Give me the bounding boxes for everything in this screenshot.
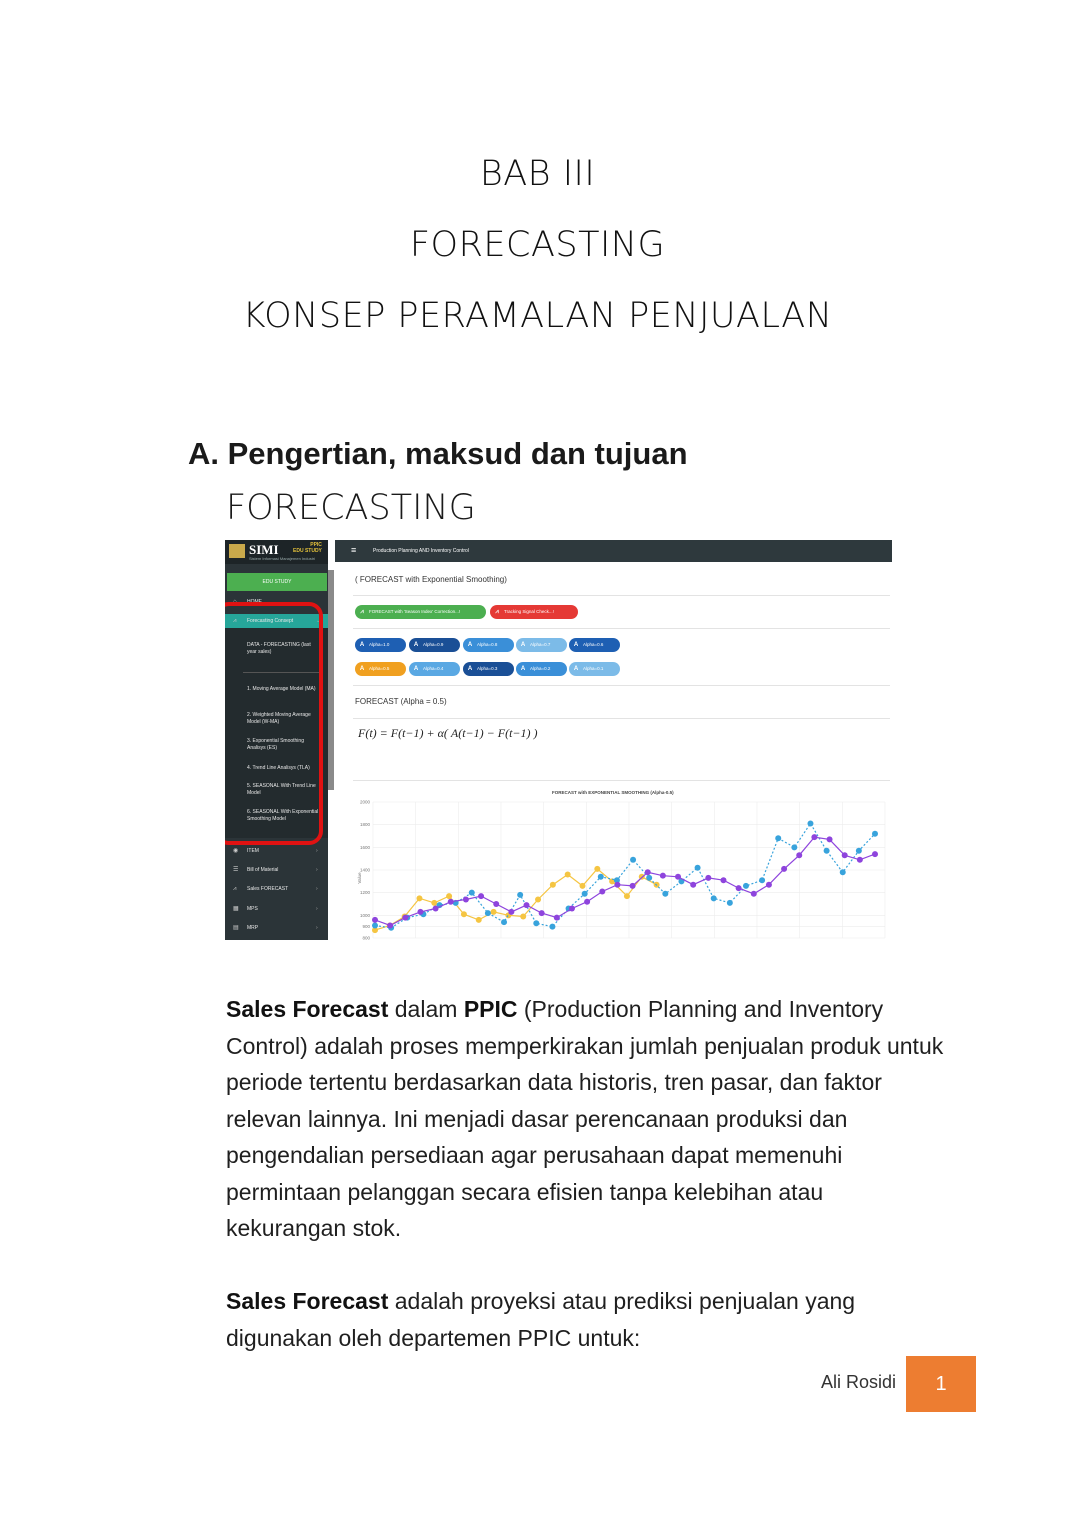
tracking-signal-button[interactable] — [490, 605, 578, 619]
forecast-chart — [355, 798, 892, 940]
y-tick-label: 2000 — [359, 799, 370, 805]
chart-title: FORECAST with EXPONENTIAL SMOOTHING (Alpha-0.5) — [552, 790, 674, 795]
page-number: 1 — [906, 1356, 976, 1412]
data-point — [690, 882, 696, 888]
highlight-box — [225, 602, 323, 845]
paragraph-bold: Sales Forecast — [226, 1288, 389, 1314]
button-label: Alpha=0.7 — [530, 642, 551, 647]
series-line — [375, 837, 875, 925]
data-point — [645, 869, 651, 875]
y-tick-label: 800 — [362, 935, 370, 940]
data-point — [594, 866, 600, 872]
list-icon: ☰ — [233, 867, 239, 873]
chevron-right-icon: › — [316, 848, 318, 854]
alpha-0-3-button[interactable] — [463, 662, 514, 676]
logo-tagline: Sistem Informasi Manajemen Industri — [249, 556, 316, 561]
data-point — [448, 899, 454, 905]
data-point — [417, 909, 423, 915]
sidebar-item-label: MRP — [247, 925, 259, 931]
data-point — [781, 866, 787, 872]
divider — [353, 780, 890, 781]
chevron-right-icon: › — [316, 906, 318, 912]
data-point — [491, 909, 497, 915]
data-point — [517, 892, 523, 898]
paragraph-2 — [226, 1283, 946, 1356]
data-point — [824, 848, 830, 854]
divider — [353, 595, 890, 596]
sidebar-scrollbar[interactable] — [328, 570, 334, 790]
alpha-0-6-button[interactable] — [569, 638, 620, 652]
data-point — [584, 899, 590, 905]
y-tick-label: 900 — [362, 924, 370, 930]
chart-icon: ⩘ — [233, 618, 237, 624]
data-point — [791, 844, 797, 850]
alpha-badge: A — [467, 666, 473, 672]
sidebar-item-label: HOME — [247, 599, 262, 605]
data-point — [550, 882, 556, 888]
edu-study-button[interactable]: EDU STUDY — [227, 573, 327, 591]
data-point — [711, 895, 717, 901]
chevron-down-icon: ⌄ — [316, 618, 321, 624]
data-point — [461, 911, 467, 917]
home-icon: ⌂ — [233, 599, 237, 605]
data-point — [660, 873, 666, 879]
data-point — [624, 893, 630, 899]
footer-author: Ali Rosidi — [821, 1372, 897, 1392]
content-title: ( FORECAST with Exponential Smoothing) — [355, 575, 507, 584]
data-point — [372, 923, 378, 929]
data-point — [446, 893, 452, 899]
y-axis-label: Value — [357, 872, 362, 884]
data-point — [431, 900, 437, 906]
alpha-0-2-button[interactable] — [516, 662, 567, 676]
data-point — [554, 915, 560, 921]
chart-icon: ⩘ — [233, 886, 237, 892]
sidebar-item-label: ITEM — [247, 848, 259, 854]
data-point — [630, 857, 636, 863]
data-point — [736, 885, 742, 891]
data-point — [485, 910, 491, 916]
section-heading: A. Pengertian, maksud dan tujuan — [188, 436, 688, 471]
submenu-label: 5. SEASONAL With Trend Line Model — [247, 783, 316, 796]
alpha-badge: A — [573, 666, 579, 672]
data-point — [872, 831, 878, 837]
chapter-title: FORECASTING — [409, 225, 666, 265]
data-point — [493, 901, 499, 907]
alpha-badge: A — [520, 642, 526, 648]
data-point — [807, 821, 813, 827]
data-point — [520, 913, 526, 919]
data-point — [811, 834, 817, 840]
paragraph-bold: Sales Forecast — [226, 996, 389, 1022]
data-point — [599, 889, 605, 895]
data-point — [402, 915, 408, 921]
sidebar — [225, 540, 328, 940]
section-subheading: FORECASTING — [226, 488, 476, 528]
button-label: Tracking Signal Check...! — [504, 609, 554, 614]
data-point — [476, 917, 482, 923]
alpha-badge: A — [467, 642, 473, 648]
submenu-label: 2. Weighted Moving Average Model (W-MA) — [247, 712, 311, 725]
logo-icon — [229, 544, 245, 558]
logo — [225, 540, 328, 564]
data-point — [508, 909, 514, 915]
data-point — [662, 891, 668, 897]
data-point — [565, 872, 571, 878]
chapter-subtitle: KONSEP PERAMALAN PENJUALAN — [242, 296, 833, 336]
logo-text: SIMI — [249, 542, 279, 557]
eye-icon: ◉ — [233, 848, 239, 854]
data-point — [524, 902, 530, 908]
data-point — [582, 891, 588, 897]
button-label: Alpha=0.6 — [583, 642, 604, 647]
alpha-badge: A — [573, 642, 579, 648]
grid-icon: ▦ — [233, 906, 239, 912]
data-point — [433, 906, 439, 912]
data-point — [751, 891, 757, 897]
paragraph-text: (Production Planning and Inventory Control) adalah proses memperkirakan jumlah penjualan produk untuk periode tertentu berdasarkan data historis, tren pasar, dan faktor relevan lainnya. Ini menjadi dasar perencanaan produksi dan pengendalian persediaan agar perusahaan dapat memenuhi permintaan pelanggan secara efisien tanpa kelebihan atau kekurangan stok. — [226, 996, 944, 1241]
topbar-title: Production Planning AND Inventory Control — [373, 548, 469, 554]
sidebar-item-label: Bill of Material — [247, 867, 279, 873]
sidebar-item-label: Forecasting Consept — [247, 618, 294, 624]
data-point — [416, 895, 422, 901]
alpha-0-5-button[interactable] — [355, 662, 406, 676]
button-label: Alpha=0.9 — [423, 642, 444, 647]
topbar — [335, 540, 892, 562]
y-tick-label: 1200 — [359, 890, 370, 896]
alpha-badge: A — [359, 642, 365, 648]
divider — [353, 685, 890, 686]
data-point — [857, 857, 863, 863]
data-point — [630, 883, 636, 889]
formula: F(t) = F(t−1) + α( A(t−1) − F(t−1) ) — [358, 726, 538, 740]
alpha-0-1-button[interactable] — [569, 662, 620, 676]
submenu-label: 6. SEASONAL With Exponential Smoothing Model — [247, 809, 319, 822]
divider — [353, 718, 890, 719]
chart-icon: ⩘ — [495, 609, 499, 615]
data-point — [872, 851, 878, 857]
submenu-label: DATA - FORECASTING (last year sales) — [247, 642, 311, 655]
season-index-button[interactable] — [355, 605, 486, 619]
data-point — [743, 883, 749, 889]
data-point — [727, 900, 733, 906]
data-point — [646, 875, 652, 881]
data-point — [827, 836, 833, 842]
button-label: Alpha=0.8 — [477, 642, 498, 647]
data-point — [569, 906, 575, 912]
calendar-icon: ▤ — [233, 925, 239, 931]
alpha-0-9-button[interactable] — [409, 638, 460, 652]
data-point — [675, 874, 681, 880]
data-point — [501, 919, 507, 925]
button-label: Alpha=1.0 — [369, 642, 390, 647]
sidebar-item-label: Sales FORECAST — [247, 886, 289, 892]
button-label: FORECAST with 'Season Index' Correction...! — [369, 609, 461, 614]
data-point — [469, 890, 475, 896]
divider — [353, 628, 890, 629]
chevron-right-icon: › — [316, 925, 318, 931]
alpha-0-7-button[interactable] — [516, 638, 567, 652]
data-point — [856, 848, 862, 854]
data-point — [796, 852, 802, 858]
data-point — [598, 874, 604, 880]
data-point — [387, 923, 393, 929]
alpha-badge: A — [413, 642, 419, 648]
data-point — [614, 882, 620, 888]
button-label: Alpha=0.2 — [530, 666, 551, 671]
paragraph-text: adalah proyeksi atau prediksi penjualan yang digunakan oleh departemen PPIC untuk: — [226, 1288, 856, 1351]
forecast-alpha-label: FORECAST (Alpha = 0.5) — [355, 697, 447, 706]
y-tick-label: 1400 — [359, 867, 370, 873]
logo-badge-edu: EDU STUDY — [293, 548, 322, 554]
chapter-label: BAB III — [479, 154, 596, 194]
paragraph-1 — [226, 991, 946, 1247]
data-point — [372, 917, 378, 923]
chart-icon: ⩘ — [360, 609, 364, 615]
data-point — [766, 882, 772, 888]
data-point — [579, 883, 585, 889]
y-tick-label: 1000 — [359, 912, 370, 918]
button-label: Alpha=0.4 — [423, 666, 444, 671]
paragraph-bold: PPIC — [463, 996, 518, 1022]
data-point — [533, 920, 539, 926]
logo-badge-ppic: PPIC — [310, 542, 322, 548]
logo-badge — [293, 542, 322, 554]
data-point — [463, 896, 469, 902]
chevron-right-icon: › — [316, 886, 318, 892]
data-point — [720, 877, 726, 883]
series-line — [375, 824, 875, 928]
button-label: Alpha=0.1 — [583, 666, 604, 671]
sidebar-item-label: MPS — [247, 906, 258, 912]
alpha-badge: A — [413, 666, 419, 672]
data-point — [759, 877, 765, 883]
submenu-label: 4. Trend Line Analisys (TLA) — [247, 765, 310, 771]
alpha-badge: A — [359, 666, 365, 672]
hamburger-icon[interactable]: ≡ — [351, 545, 357, 555]
data-point — [840, 869, 846, 875]
data-point — [478, 893, 484, 899]
alpha-0-8-button[interactable] — [463, 638, 514, 652]
alpha-1-0-button[interactable] — [355, 638, 406, 652]
data-point — [695, 865, 701, 871]
button-label: Alpha=0.5 — [369, 666, 390, 671]
paragraph-text: dalam — [388, 996, 464, 1022]
chevron-right-icon: › — [316, 867, 318, 873]
button-label: Alpha=0.3 — [477, 666, 498, 671]
y-tick-label: 1800 — [359, 822, 370, 828]
alpha-0-4-button[interactable] — [409, 662, 460, 676]
y-tick-label: 1600 — [359, 844, 370, 850]
data-point — [842, 852, 848, 858]
data-point — [535, 896, 541, 902]
submenu-label: 1. Moving Average Model (MA) — [247, 686, 316, 692]
data-point — [705, 875, 711, 881]
data-point — [549, 924, 555, 930]
alpha-badge: A — [520, 666, 526, 672]
data-point — [539, 910, 545, 916]
submenu-label: 3. Exponential Smoothing Analisys (ES) — [247, 738, 304, 751]
data-point — [775, 835, 781, 841]
app-screenshot — [225, 540, 892, 940]
